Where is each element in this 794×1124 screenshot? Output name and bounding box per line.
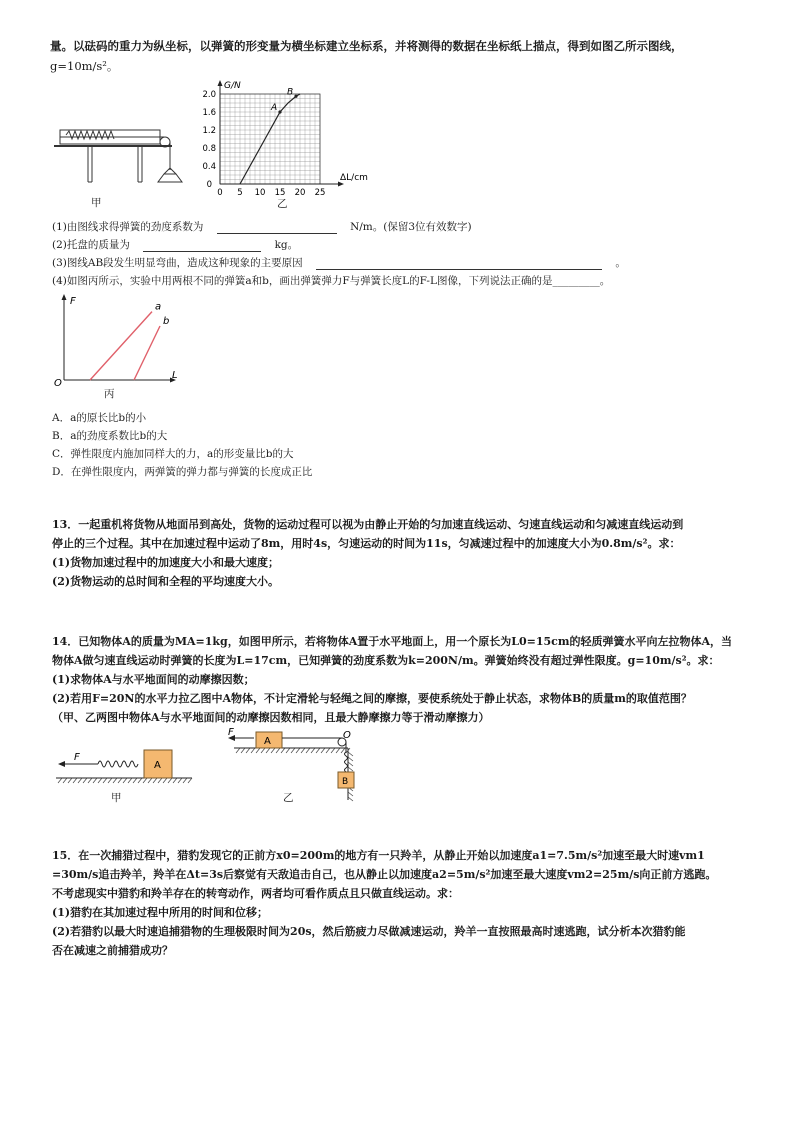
q12-part1-text: (1)由图线求得弹簧的劲度系数为: [52, 221, 204, 233]
series-label-b: b: [163, 316, 170, 327]
force-label: F: [228, 727, 234, 738]
hatch: [306, 748, 310, 753]
hatch: [251, 748, 255, 753]
hatch: [188, 778, 192, 783]
figure-yi-label: 乙: [277, 198, 288, 210]
series-label-a: a: [155, 301, 162, 313]
hatch: [348, 757, 353, 761]
hatch: [148, 778, 152, 783]
x-tick-label: 20: [294, 188, 306, 198]
hatch: [113, 778, 117, 783]
spring: [98, 761, 138, 767]
hatch: [153, 778, 157, 783]
figure-bing-label: 丙: [104, 388, 115, 400]
x-tick-label: 5: [237, 188, 243, 198]
hatch: [58, 778, 62, 783]
pulley-label: O: [343, 730, 351, 741]
q14-fig-yi-label: 乙: [283, 792, 294, 804]
q12-part3: [52, 255, 626, 270]
hatch: [341, 748, 345, 753]
q15-line-1: 15．在一次捕猎过程中，猎豹发现它的正前方x0=200m的地方有一只羚羊，从静止开始以加速度a1=7.5m/s²加速至最大时速vm1: [52, 849, 705, 862]
hatch: [348, 797, 353, 801]
q15-line-2: =30m/s追击羚羊，羚羊在Δt=3s后察觉有天敌追击自己，也从静止以加速度a2=5m/s²加速至最大速度vm2=25m/s向正前方逃跑。: [52, 868, 717, 881]
chart-g-vs-deltaL: [190, 78, 390, 208]
q15-line-3: 不考虑现实中猎豹和羚羊存在的转弯动作，两者均可看作质点且只做直线运动。求：: [52, 887, 459, 900]
hatch: [336, 748, 340, 753]
x-tick-label: 0: [217, 188, 223, 198]
q12-part3-end: 。: [615, 257, 626, 269]
hatch: [73, 778, 77, 783]
hatch: [133, 778, 137, 783]
y-tick-label: 1.2: [202, 126, 216, 136]
hatch: [123, 778, 127, 783]
y-tick-label: 1.6: [202, 108, 216, 118]
block-b-label: B: [342, 777, 349, 787]
hatch: [143, 778, 147, 783]
point-b: [294, 95, 297, 98]
q14-figure-yi: [224, 726, 374, 804]
y-axis-label: G/N: [224, 81, 241, 91]
point-label-b: B: [287, 87, 294, 98]
intro-line-1: 量。以砝码的重力为纵坐标，以弹簧的形变量为横坐标建立坐标系，并将测得的数据在坐标纸上描点，得到如图乙所示图线，: [50, 39, 683, 53]
hatch: [256, 748, 260, 753]
hatch: [271, 748, 275, 753]
x-axis-label: ΔL/cm: [340, 173, 368, 183]
q13-line-1: 13．一起重机将货物从地面吊到高处，货物的运动过程可以视为由静止开始的匀加速直线运动、匀速直线运动和匀减速直线运动到: [52, 518, 684, 531]
hatch: [348, 752, 353, 756]
series-a: [90, 312, 152, 380]
q13-line-3: (1)货物加速过程中的加速度大小和最大速度；: [52, 556, 280, 569]
hatch: [183, 778, 187, 783]
q12-part2-unit: kg。: [274, 239, 299, 251]
y-tick-label: 2.0: [202, 90, 216, 100]
spring: [345, 752, 348, 772]
hatch: [138, 778, 142, 783]
x-tick-label: 25: [314, 188, 326, 198]
origin-label: O: [54, 378, 62, 389]
apparatus-figure: [52, 120, 192, 200]
hatch: [286, 748, 290, 753]
option-a[interactable]: A．a的原长比b的小: [52, 412, 147, 424]
x-axis-label: L: [172, 370, 178, 381]
x-tick-label: 10: [254, 188, 266, 198]
q14-figure-jia: [52, 738, 202, 788]
hatch: [128, 778, 132, 783]
q12-part2: [52, 237, 298, 252]
option-b[interactable]: B．a的劲度系数比b的大: [52, 430, 168, 442]
hatch: [241, 748, 245, 753]
hatch: [178, 778, 182, 783]
hatch: [246, 748, 250, 753]
hatch: [108, 778, 112, 783]
hatch: [88, 778, 92, 783]
hatch: [296, 748, 300, 753]
q12-part3-text: (3)图线AB段发生明显弯曲，造成这种现象的主要原因: [52, 257, 303, 269]
hatch: [236, 748, 240, 753]
q14-line-1: 14．已知物体A的质量为MA=1kg，如图甲所示，若将物体A置于水平地面上，用一个原长为L0=15cm的轻质弹簧水平向左拉物体A，当: [52, 635, 733, 648]
q13-line-4: (2)货物运动的总时间和全程的平均速度大小。: [52, 575, 280, 588]
y-axis-label: F: [70, 296, 76, 307]
hatch: [311, 748, 315, 753]
hatch: [63, 778, 67, 783]
hatch: [281, 748, 285, 753]
hatch: [83, 778, 87, 783]
y-tick-label: 0: [206, 180, 212, 190]
x-tick-label: 15: [274, 188, 286, 198]
hatch: [331, 748, 335, 753]
hatch: [326, 748, 330, 753]
hatch: [158, 778, 162, 783]
hatch: [291, 748, 295, 753]
q12-part2-blank[interactable]: [143, 239, 261, 252]
hatch: [348, 762, 353, 766]
q13-line-2: 停止的三个过程。其中在加速过程中运动了8m，用时4s，匀速运动的时间为11s，匀减速过程中的加速度大小为0.8m/s²。求：: [52, 537, 681, 550]
hatch: [163, 778, 167, 783]
y-tick-label: 0.8: [202, 144, 216, 154]
q12-part4: (4)如图丙所示，实验中用两根不同的弹簧a和b，画出弹簧弹力F与弹簧长度L的F-L图像，下列说法正确的是_________。: [52, 275, 611, 287]
q12-part1-blank[interactable]: [217, 221, 337, 234]
intro-line-2: g=10m/s²。: [50, 59, 119, 73]
q12-part1-unit: N/m。(保留3位有效数字): [350, 221, 472, 233]
hatch: [173, 778, 177, 783]
hatch: [168, 778, 172, 783]
hatch: [348, 767, 353, 771]
option-c[interactable]: C．弹性限度内施加同样大的力，a的形变量比b的大: [52, 448, 294, 460]
hatch: [261, 748, 265, 753]
hatch: [348, 792, 353, 796]
y-tick-label: 0.4: [202, 162, 216, 172]
hatch: [301, 748, 305, 753]
block-a-label: A: [154, 760, 161, 771]
tray: [158, 174, 182, 182]
hatch: [78, 778, 82, 783]
q14-fig-jia-label: 甲: [111, 792, 122, 804]
hatch: [321, 748, 325, 753]
chart-f-vs-l: [50, 290, 190, 390]
q12-part3-blank[interactable]: [316, 257, 602, 270]
q14-line-5: （甲、乙两图中物体A与水平地面间的动摩擦因数相同，且最大静摩擦力等于滑动摩擦力）: [52, 711, 490, 724]
block-a-label: A: [264, 736, 271, 747]
q15-line-5: (2)若猎豹以最大时速追捕猎物的生理极限时间为20s，然后筋疲力尽做减速运动，羚羊一直按照最高时速逃跑，试分析本次猎豹能: [52, 925, 686, 938]
point-a: [278, 110, 281, 113]
q12-part1: [52, 219, 472, 234]
hatch: [118, 778, 122, 783]
hatch: [93, 778, 97, 783]
hatch: [266, 748, 270, 753]
force-label: F: [74, 752, 80, 763]
q14-line-4: (2)若用F=20N的水平力拉乙图中A物体，不计定滑轮与轻绳之间的摩擦，要使系统处于静止状态，求物体B的质量m的取值范围？: [52, 692, 692, 705]
point-label-a: A: [271, 103, 278, 113]
figure-jia-label: 甲: [91, 197, 102, 209]
hatch: [68, 778, 72, 783]
option-d[interactable]: D．在弹性限度内，两弹簧的弹力都与弹簧的长度成正比: [52, 466, 313, 478]
spring-coil: [66, 131, 114, 139]
hatch: [316, 748, 320, 753]
y-axis-arrow: [62, 294, 67, 300]
series-b: [134, 326, 160, 380]
q15-line-4: (1)猎豹在其加速过程中所用的时间和位移；: [52, 906, 269, 919]
q12-part2-text: (2)托盘的质量为: [52, 239, 130, 251]
hatch: [98, 778, 102, 783]
q14-line-2: 物体A做匀速直线运动时弹簧的长度为L=17cm，已知弹簧的劲度系数为k=200N/m。弹簧始终没有超过弹性限度。g=10m/s²。求：: [52, 654, 720, 667]
q14-line-3: (1)求物体A与水平地面间的动摩擦因数；: [52, 673, 255, 686]
hatch: [103, 778, 107, 783]
hatch: [276, 748, 280, 753]
y-axis-arrow: [218, 80, 223, 86]
q15-line-6: 否在减速之前捕猎成功？: [52, 944, 173, 957]
